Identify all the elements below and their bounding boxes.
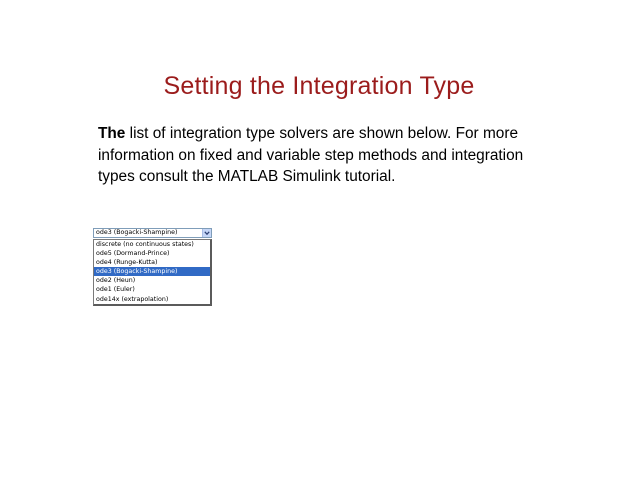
- solver-option-ode3[interactable]: ode3 (Bogacki-Shampine): [94, 267, 210, 276]
- solver-dropdown-button[interactable]: [202, 229, 211, 237]
- solver-selected-value: ode3 (Bogacki-Shampine): [96, 229, 178, 236]
- chevron-down-icon: [204, 230, 210, 236]
- solver-combo-box[interactable]: [93, 228, 212, 238]
- solver-option-ode2[interactable]: ode2 (Heun): [96, 277, 136, 285]
- slide-title: Setting the Integration Type: [163, 72, 475, 100]
- body-text: list of integration type solvers are shown below. For more information on fixed and variable step methods and integration types consult the MATLAB Simulink tutorial.: [98, 125, 524, 185]
- solver-options-list[interactable]: [93, 239, 212, 306]
- solver-option-discrete[interactable]: discrete (no continuous states): [96, 241, 194, 248]
- solver-option-ode5[interactable]: ode5 (Dormand-Prince): [96, 250, 170, 258]
- solver-option-ode14x[interactable]: ode14x (extrapolation): [96, 295, 169, 303]
- body-bold-lead: The: [98, 125, 126, 142]
- solver-option-ode1[interactable]: ode1 (Euler): [96, 286, 135, 294]
- solver-option-ode4[interactable]: ode4 (Runge-Kutta): [96, 259, 158, 267]
- slide-body: [98, 123, 558, 188]
- solver-dropdown[interactable]: [93, 228, 212, 306]
